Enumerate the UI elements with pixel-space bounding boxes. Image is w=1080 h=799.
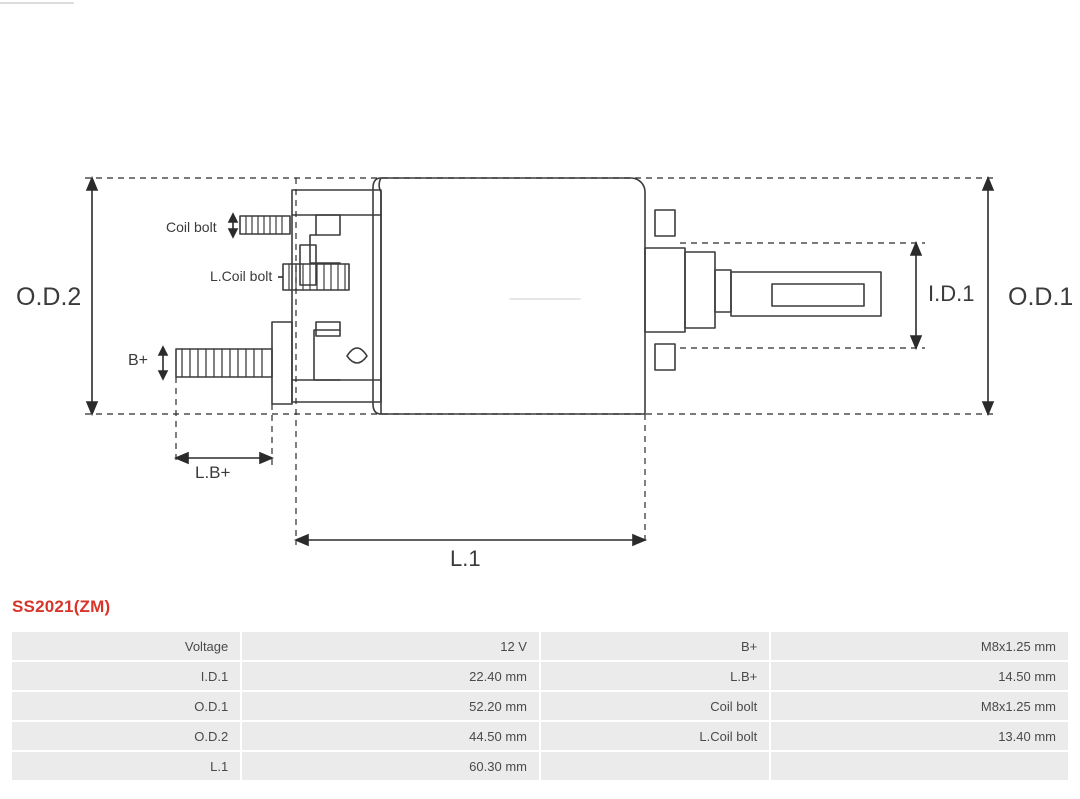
table-row	[12, 722, 1068, 750]
spec-value-od2: 44.50 mm	[242, 722, 539, 750]
spec-label-od2: O.D.2	[12, 722, 240, 750]
dimension-label-coil-bolt: Coil bolt	[166, 219, 217, 235]
spec-value-l1: 60.30 mm	[242, 752, 539, 780]
dimension-label-lbplus: L.B+	[195, 463, 231, 482]
spec-label-id1: I.D.1	[12, 662, 240, 690]
spec-label-bplus: B+	[541, 632, 769, 660]
spec-value-bplus: M8x1.25 mm	[771, 632, 1068, 660]
spec-label-l1: L.1	[12, 752, 240, 780]
spec-label-coil-bolt: Coil bolt	[541, 692, 769, 720]
spec-value-l-coil-bolt: 13.40 mm	[771, 722, 1068, 750]
dimension-label-l1: L.1	[450, 546, 481, 571]
specifications-table	[10, 630, 1070, 782]
table-row	[12, 632, 1068, 660]
table-row	[12, 752, 1068, 780]
part-code: SS2021(ZM)	[12, 597, 111, 616]
dimension-label-bplus: B+	[128, 352, 149, 369]
dimension-label-od1: O.D.1	[1008, 283, 1074, 311]
table-row	[12, 692, 1068, 720]
spec-value-id1: 22.40 mm	[242, 662, 539, 690]
spec-label-voltage: Voltage	[12, 632, 240, 660]
spec-label-lbplus: L.B+	[541, 662, 769, 690]
spec-label-empty	[541, 752, 769, 780]
dimension-label-l-coil-bolt: L.Coil bolt	[210, 268, 273, 284]
spec-value-lbplus: 14.50 mm	[771, 662, 1068, 690]
spec-label-od1: O.D.1	[12, 692, 240, 720]
spec-label-l-coil-bolt: L.Coil bolt	[541, 722, 769, 750]
dimension-label-id1: I.D.1	[928, 281, 975, 306]
spec-value-voltage: 12 V	[242, 632, 539, 660]
spec-value-coil-bolt: M8x1.25 mm	[771, 692, 1068, 720]
table-row	[12, 662, 1068, 690]
spec-value-od1: 52.20 mm	[242, 692, 539, 720]
dimension-label-od2: O.D.2	[16, 283, 82, 311]
spec-value-empty	[771, 752, 1068, 780]
